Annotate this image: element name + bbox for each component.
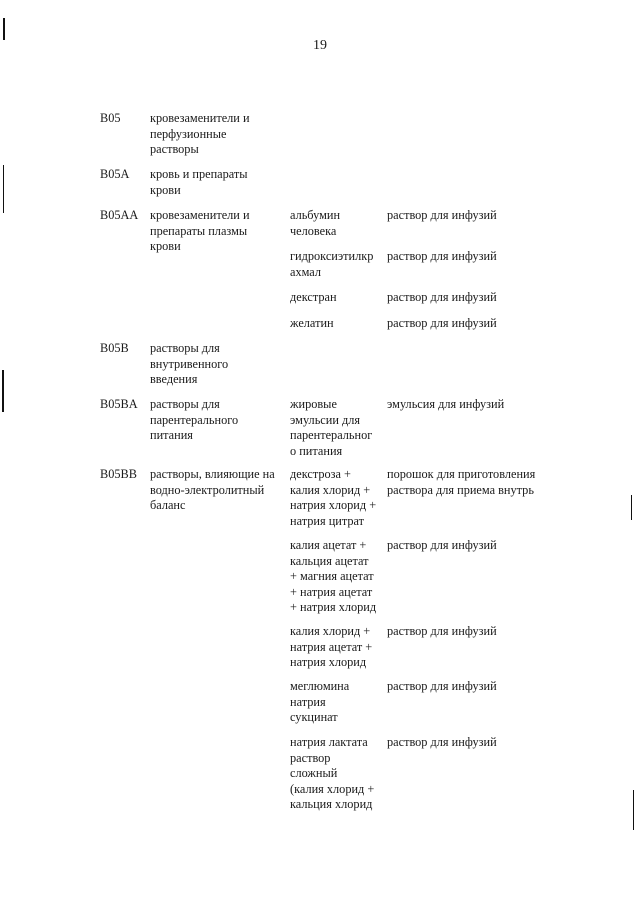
drug-name: калия хлорид + натрия ацетат + натрия хлорид xyxy=(290,624,373,670)
dosage-form: раствор для инфузий xyxy=(387,538,497,552)
atc-code: B05B xyxy=(100,341,129,355)
dosage-form: раствор для инфузий xyxy=(387,208,497,222)
drug-name: меглюмина натрия сукцинат xyxy=(290,679,350,725)
drug-name: жировые эмульсии для парентеральног о питания xyxy=(290,397,373,458)
drug-name: альбумин человека xyxy=(290,208,341,238)
group-name: кровезаменители и перфузионные растворы xyxy=(150,111,250,157)
atc-code: B05AA xyxy=(100,208,139,222)
atc-code: B05BB xyxy=(100,467,137,481)
group-name: растворы для парентерального питания xyxy=(150,397,239,443)
drug-name: желатин xyxy=(290,316,334,330)
group-name: кровь и препараты крови xyxy=(150,167,248,197)
atc-code: B05BA xyxy=(100,397,138,411)
dosage-form: раствор для инфузий xyxy=(387,735,497,749)
dosage-form: раствор для инфузий xyxy=(387,316,497,330)
dosage-form: раствор для инфузий xyxy=(387,249,497,263)
group-name: кровезаменители и препараты плазмы крови xyxy=(150,208,250,254)
atc-code: B05 xyxy=(100,111,121,125)
dosage-form: порошок для приготовления раствора для приема внутрь xyxy=(387,467,536,497)
dosage-form: раствор для инфузий xyxy=(387,679,497,693)
group-name: растворы, влияющие на водно-электролитный баланс xyxy=(150,467,275,513)
drug-name: декстран xyxy=(290,290,337,304)
page-number: 19 xyxy=(313,38,327,53)
drug-name: калия ацетат + кальция ацетат + магния ацетат + натрия ацетат + натрия хлорид xyxy=(290,538,377,615)
dosage-form: эмульсия для инфузий xyxy=(387,397,505,411)
drug-name: гидроксиэтилкр ахмал xyxy=(290,249,374,279)
drug-name: натрия лактата раствор сложный (калия хлорид + кальция хлорид xyxy=(290,735,375,812)
group-name: растворы для внутривенного введения xyxy=(150,341,229,387)
dosage-form: раствор для инфузий xyxy=(387,290,497,304)
atc-code: B05A xyxy=(100,167,130,181)
drug-name: декстроза + калия хлорид + натрия хлорид + натрия цитрат xyxy=(290,467,377,528)
dosage-form: раствор для инфузий xyxy=(387,624,497,638)
